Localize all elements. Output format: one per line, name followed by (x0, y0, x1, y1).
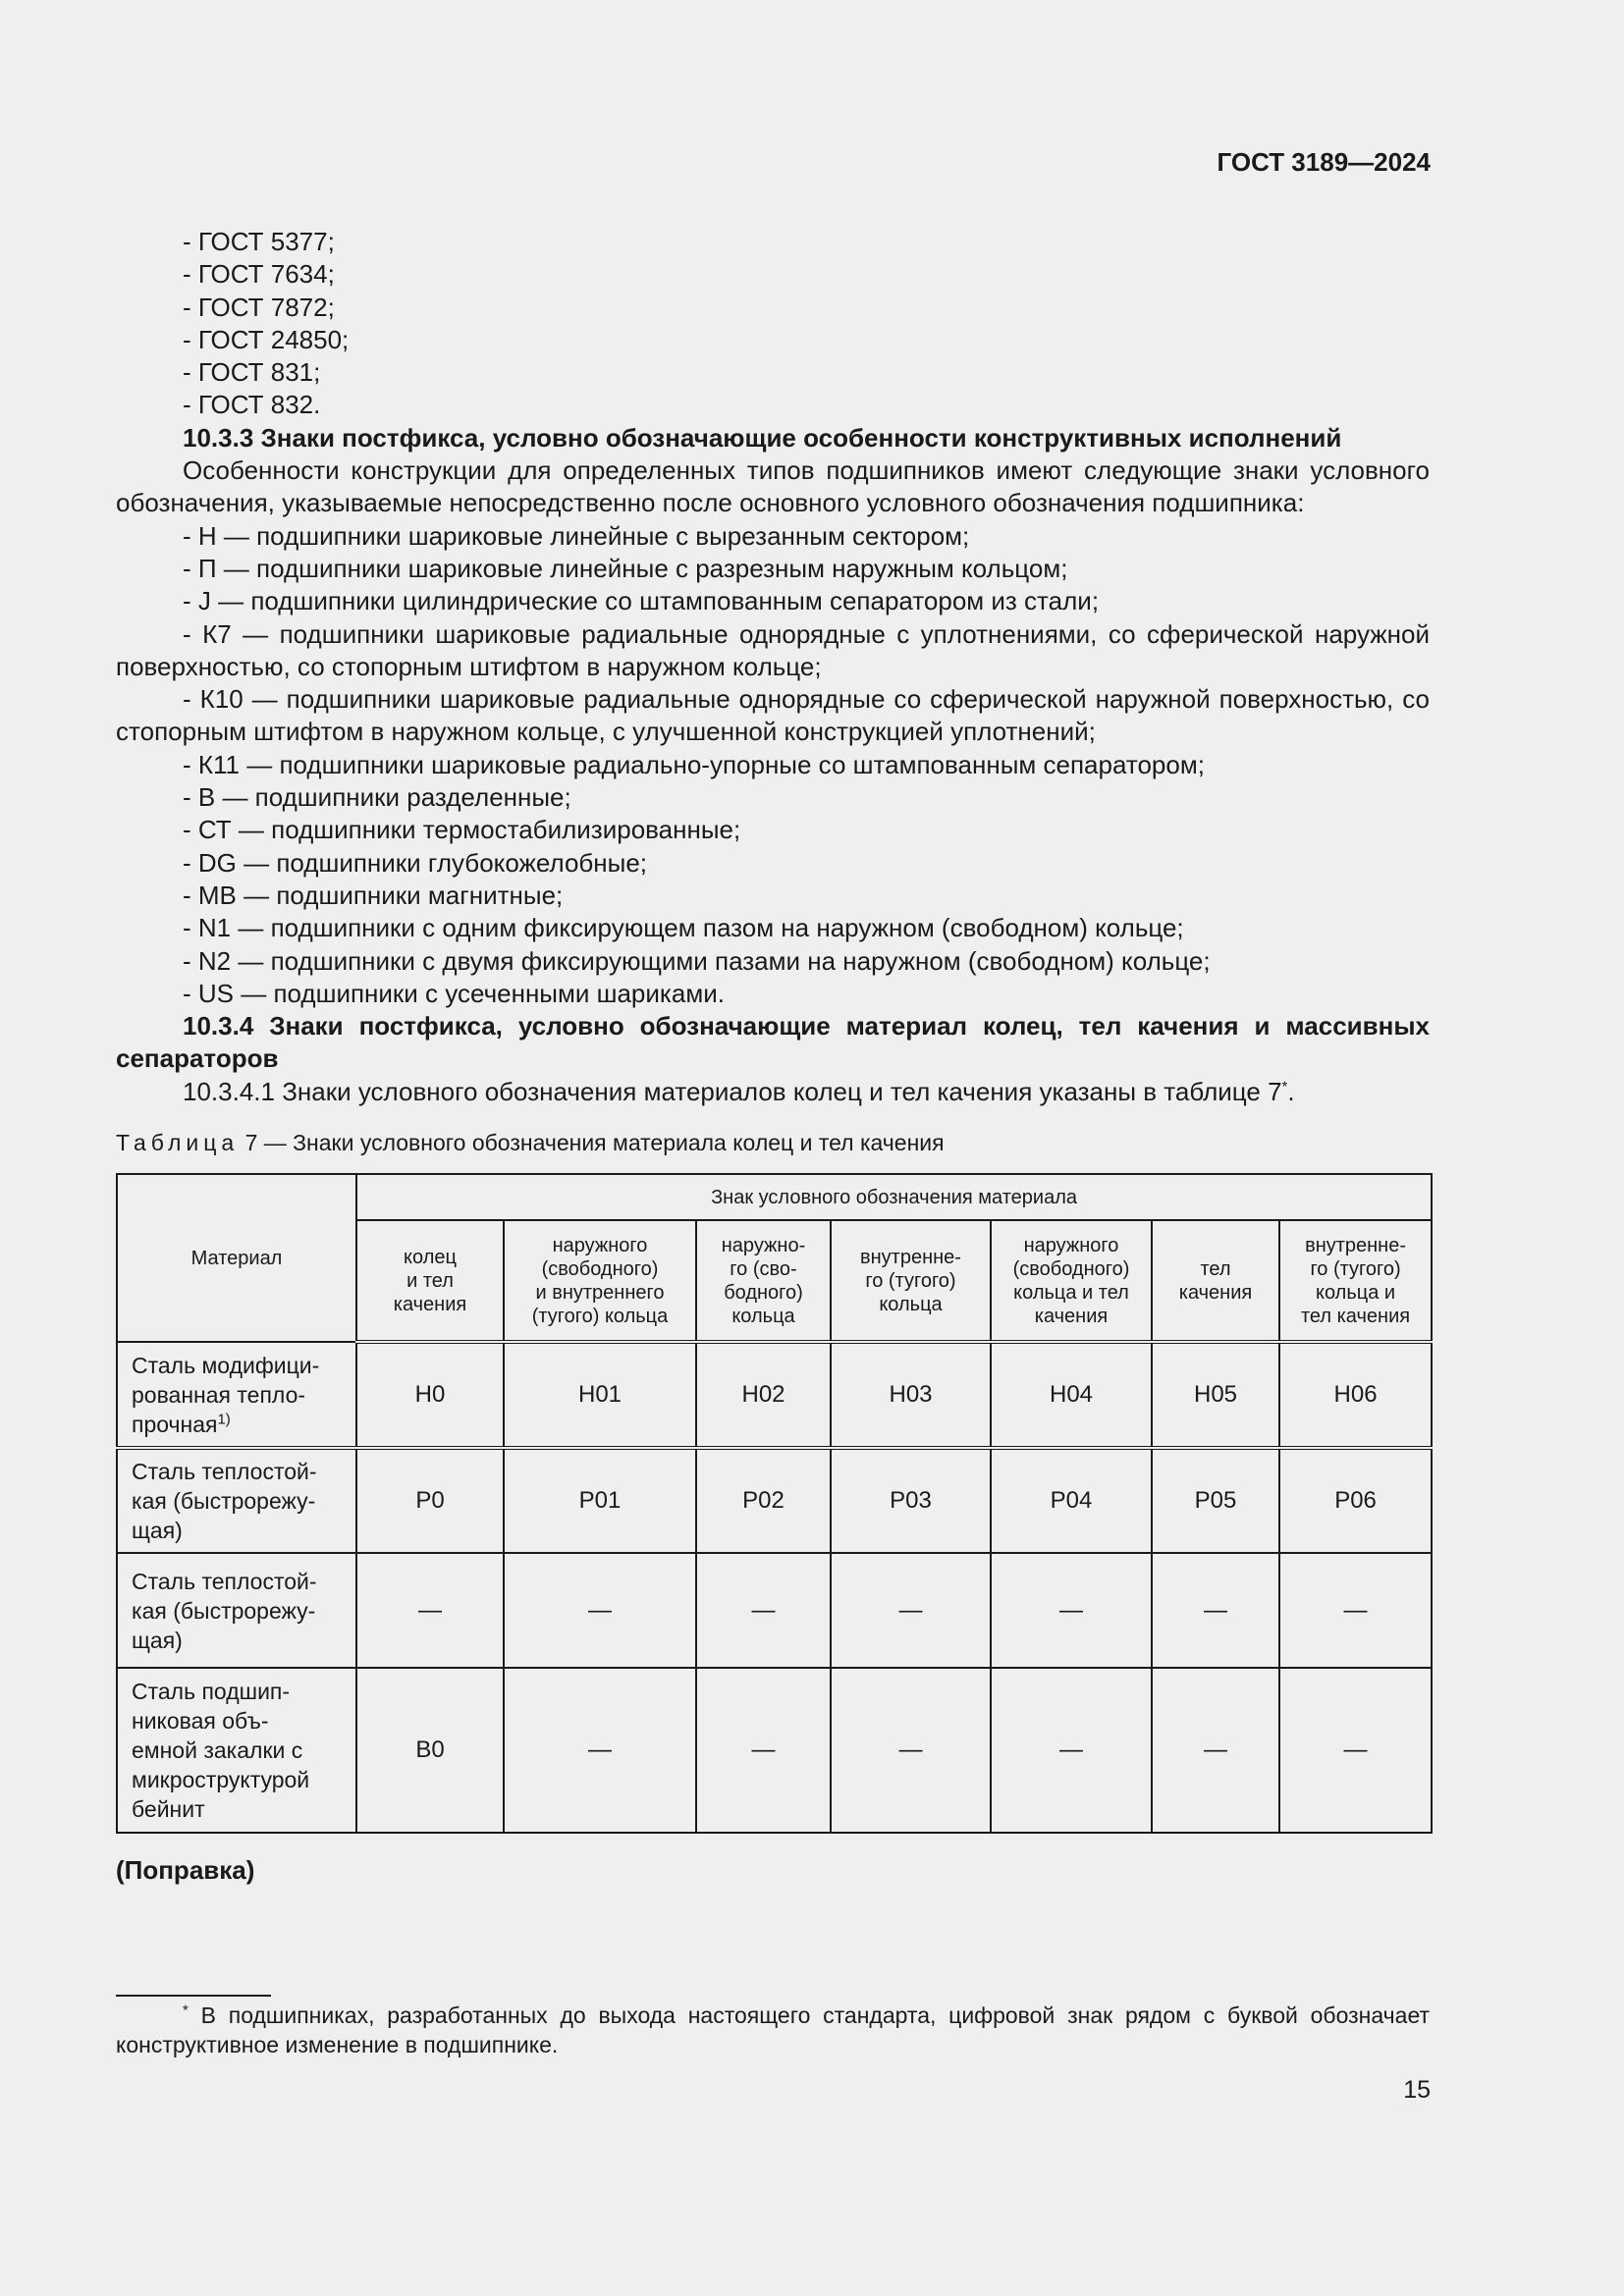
value-cell: Р0 (356, 1448, 504, 1553)
column-header: внутренне- го (тугого) кольца и тел качения (1279, 1220, 1432, 1342)
value-cell: Н02 (696, 1342, 831, 1448)
table-caption-text: 7 — Знаки условного обозначения материала колец и тел качения (239, 1130, 945, 1155)
value-cell: — (1152, 1553, 1279, 1668)
value-cell: — (696, 1668, 831, 1833)
value-cell: Н05 (1152, 1342, 1279, 1448)
footnote-divider (116, 1995, 271, 1997)
list-item: - В — подшипники разделенные; (183, 782, 571, 813)
table-caption-label: Таблица (116, 1130, 240, 1155)
list-item: - ГОСТ 832. (183, 390, 321, 420)
value-cell: В0 (356, 1668, 504, 1833)
section-paragraph (116, 1076, 1430, 1108)
list-item: - US — подшипники с усеченными шариками. (183, 978, 725, 1008)
materials-table (116, 1173, 1433, 1834)
table-caption (116, 1130, 945, 1156)
material-cell: Сталь теплостой- кая (быстрорежу- щая) (117, 1553, 356, 1668)
list-item: - МВ — подшипники магнитные; (183, 880, 564, 910)
table-row (117, 1342, 1432, 1448)
footnote-ref: 1) (217, 1410, 231, 1427)
value-cell: — (1279, 1553, 1432, 1668)
value-cell: Р04 (991, 1448, 1152, 1553)
value-cell: — (1152, 1668, 1279, 1833)
list-item: - СТ — подшипники термостабилизированные; (183, 815, 741, 845)
list-item: - К11 — подшипники шариковые радиально-упорные со штампованным сепаратором; (183, 749, 1205, 779)
header-material: Материал (117, 1174, 356, 1342)
list-item: - П — подшипники шариковые линейные с разрезным наружным кольцом; (183, 553, 1068, 583)
table-row (117, 1448, 1432, 1553)
value-cell: — (356, 1553, 504, 1668)
list-item: - N2 — подшипники с двумя фиксирующими пазами на наружном (свободном) кольце; (183, 945, 1211, 976)
column-header: наружного (свободного) и внутреннего (тугого) кольца (504, 1220, 696, 1342)
column-header: тел качения (1152, 1220, 1279, 1342)
value-cell: Р05 (1152, 1448, 1279, 1553)
material-cell: Сталь модифици- рованная тепло- прочная$^{1)}$ (117, 1342, 356, 1448)
value-cell: — (831, 1668, 991, 1833)
value-cell: Р02 (696, 1448, 831, 1553)
list-item: - DG — подшипники глубокожелобные; (183, 847, 648, 878)
value-cell: — (504, 1553, 696, 1668)
main-text (116, 226, 1430, 1108)
list-item: - ГОСТ 7872; (183, 292, 335, 322)
list-item: - Н — подшипники шариковые линейные с вырезанным сектором; (183, 520, 970, 551)
list-item: - ГОСТ 831; (183, 357, 321, 388)
list-item: - ГОСТ 5377; (183, 227, 335, 256)
paragraph-end: . (1287, 1076, 1295, 1106)
value-cell: — (1279, 1668, 1432, 1833)
value-cell: Н04 (991, 1342, 1152, 1448)
value-cell: — (991, 1553, 1152, 1668)
table-row (117, 1668, 1432, 1833)
list-item: - К7 — подшипники шариковые радиальные однорядные с уплотнениями, со сферической наружной поверхностью, со стопорным штифтом в наружном кольце; (116, 618, 1430, 681)
value-cell: — (831, 1553, 991, 1668)
list-item: - К10 — подшипники шариковые радиальные однорядные со сферической наружной поверхностью, со стопорным штифтом в наружном кольце, с улучшенной конструкцией уплотнений; (116, 684, 1430, 747)
column-header: колец и тел качения (356, 1220, 504, 1342)
correction-note: (Поправка) (116, 1855, 255, 1885)
footnote-ref: * (1281, 1078, 1288, 1095)
list-item: - ГОСТ 24850; (183, 324, 350, 354)
value-cell: Р03 (831, 1448, 991, 1553)
section-intro: Особенности конструкции для определенных типов подшипников имеют следующие знаки условного обозначения, указываемые непосредственно после основного условного обозначения подшипника: (116, 455, 1430, 518)
material-cell: Сталь теплостой- кая (быстрорежу- щая) (117, 1448, 356, 1553)
footnote (116, 2001, 1430, 2059)
list-item: - ГОСТ 7634; (183, 259, 335, 290)
value-cell: Р06 (1279, 1448, 1432, 1553)
value-cell: — (504, 1668, 696, 1833)
list-item: - N1 — подшипники с одним фиксирующем пазом на наружном (свободном) кольце; (183, 913, 1184, 943)
column-header: наружного (свободного) кольца и тел качения (991, 1220, 1152, 1342)
header-group: Знак условного обозначения материала (356, 1174, 1432, 1220)
footnote-mark: * (183, 2002, 189, 2019)
value-cell: Н01 (504, 1342, 696, 1448)
table-row (117, 1553, 1432, 1668)
value-cell: Н03 (831, 1342, 991, 1448)
column-header: внутренне- го (тугого) кольца (831, 1220, 991, 1342)
value-cell: — (696, 1553, 831, 1668)
value-cell: Н06 (1279, 1342, 1432, 1448)
document-number: ГОСТ 3189—2024 (1217, 147, 1431, 177)
section-heading-10-3-4: 10.3.4 Знаки постфикса, условно обозначающие материал колец, тел качения и массивных сепараторов (116, 1011, 1430, 1074)
list-item: - J — подшипники цилиндрические со штампованным сепаратором из стали; (183, 586, 1100, 616)
footnote-text: В подшипниках, разработанных до выхода настоящего стандарта, цифровой знак рядом с буквой обозначает конструктивное изменение в подшипнике. (116, 2002, 1431, 2057)
material-cell: Сталь подшип- никовая объ- емной закалки с микроструктурой бейнит (117, 1668, 356, 1833)
paragraph-text: 10.3.4.1 Знаки условного обозначения материалов колец и тел качения указаны в таблице 7 (183, 1076, 1282, 1106)
section-heading-10-3-3: 10.3.3 Знаки постфикса, условно обозначающие особенности конструктивных исполнений (183, 422, 1342, 453)
value-cell: — (991, 1668, 1152, 1833)
value-cell: Н0 (356, 1342, 504, 1448)
page-number: 15 (1403, 2076, 1431, 2104)
value-cell: Р01 (504, 1448, 696, 1553)
column-header: наружно- го (сво- бодного) кольца (696, 1220, 831, 1342)
